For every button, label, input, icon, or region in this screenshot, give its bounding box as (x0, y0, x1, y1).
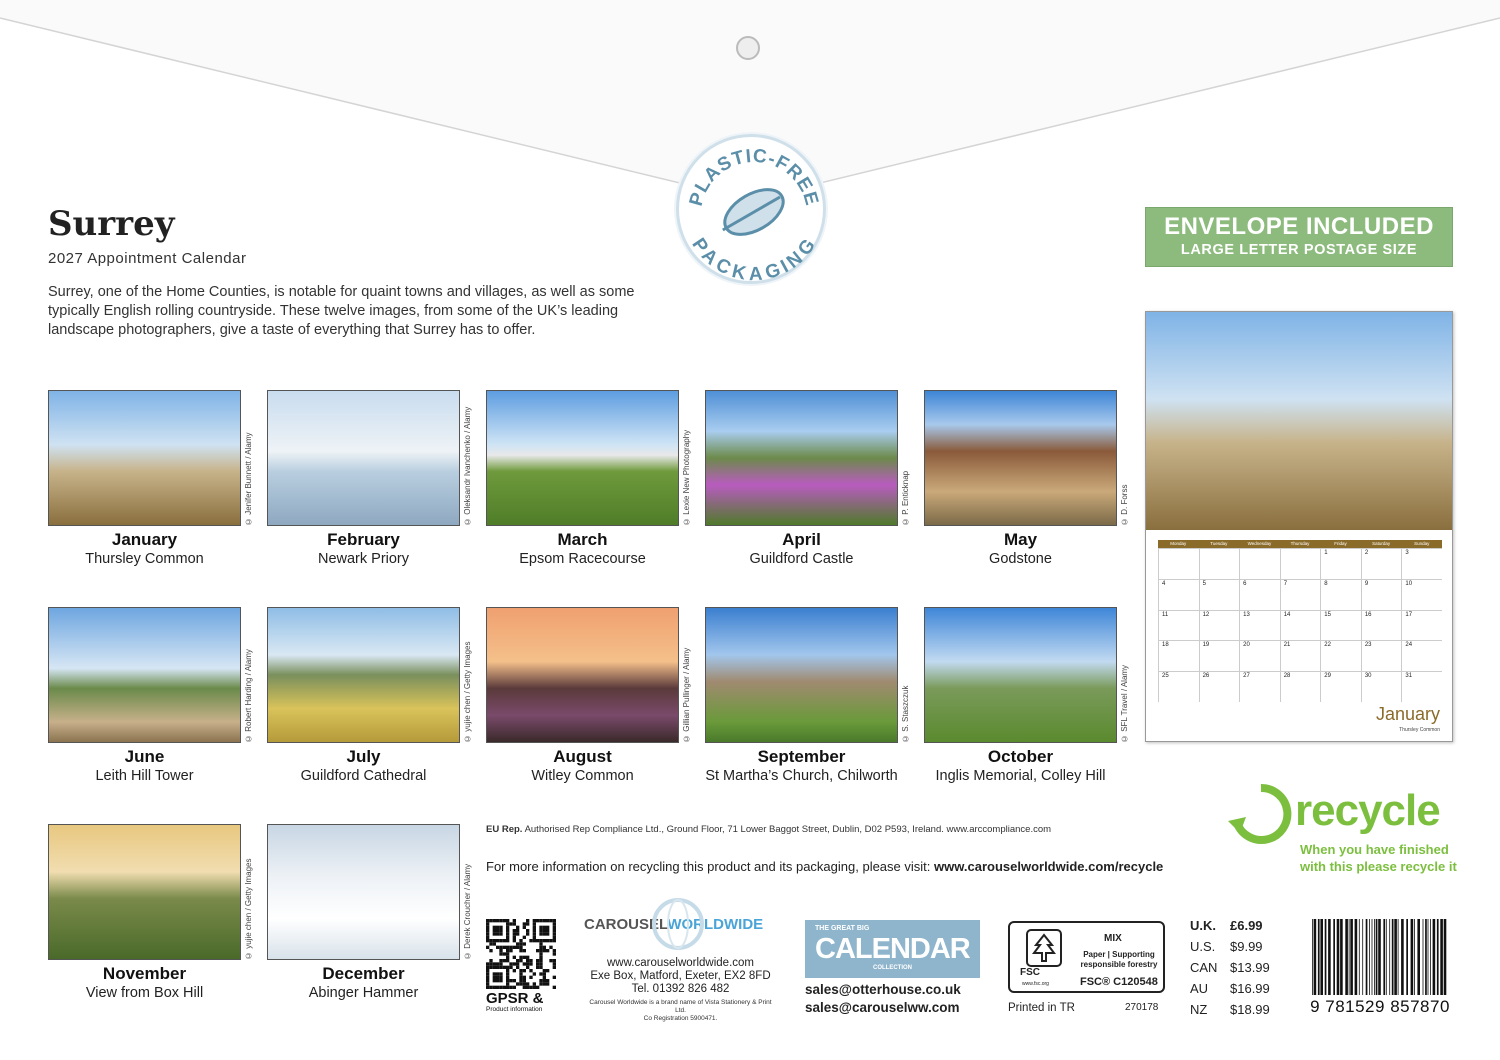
eu-rep-label: EU Rep. (486, 824, 523, 835)
month-location: Guildford Cathedral (300, 768, 427, 784)
month-location: Thursley Common (85, 551, 204, 567)
month-location: Leith Hill Tower (95, 768, 194, 784)
recycle-info (486, 859, 1163, 874)
price-row (1190, 960, 1270, 975)
calendar-day: 7 (1280, 579, 1321, 610)
month-name: December (322, 964, 405, 983)
month-location: Witley Common (531, 768, 634, 784)
month-photo (48, 824, 241, 960)
calendar-preview (1145, 311, 1453, 742)
photo-credit: © yujie chen / Getty Images (463, 641, 472, 743)
product-code: 270178 (1125, 1002, 1159, 1013)
month-photo (267, 824, 460, 960)
calendar-day (1158, 548, 1199, 579)
svg-text:PACKAGING (687, 235, 820, 286)
calendar-weekday: Saturday (1372, 541, 1391, 546)
calendar-preview-caption: Thursley Common (1399, 727, 1440, 733)
calendar-weekday: Wednesday (1247, 541, 1272, 546)
calendar-day: 24 (1401, 640, 1442, 671)
calendar-day (1199, 548, 1240, 579)
envelope-line2: LARGE LETTER POSTAGE SIZE (1180, 242, 1418, 258)
price-value: $18.99 (1230, 1002, 1270, 1017)
carousel-brand-a: CAROUSEL (584, 916, 668, 933)
calendar-weekday: Tuesday (1210, 541, 1228, 546)
photo-credit: © Robert Harding / Alamy (244, 649, 253, 743)
badge-bottom-text: PACKAGING (687, 234, 821, 286)
month-name: March (557, 530, 608, 549)
price-country: U.S. (1190, 939, 1216, 954)
month-name: November (102, 964, 187, 983)
calendar-day: 9 (1361, 579, 1402, 610)
calendar-day: 2 (1361, 548, 1402, 579)
calendar-day: 10 (1401, 579, 1442, 610)
month-name: February (327, 530, 400, 549)
sales-email-1[interactable]: sales@otterhouse.co.uk (805, 982, 961, 997)
price-country: U.K. (1190, 918, 1216, 933)
calendar-day: 21 (1280, 640, 1321, 671)
calendar-day: 14 (1280, 610, 1321, 641)
fsc-description (1076, 950, 1162, 970)
month-photo (267, 607, 460, 743)
calendar-day: 6 (1239, 579, 1280, 610)
photo-credit: © Jenifer Bunnett / Alamy (244, 432, 253, 526)
qr-code[interactable] (486, 919, 556, 989)
barcode (1310, 919, 1450, 995)
fsc-label (1008, 921, 1165, 993)
month-photo (705, 607, 898, 743)
price-value: £6.99 (1230, 918, 1263, 933)
month-photo (267, 390, 460, 526)
calendar-day: 1 (1320, 548, 1361, 579)
calendar-day: 8 (1320, 579, 1361, 610)
month-photo (924, 607, 1117, 743)
price-country: AU (1190, 981, 1209, 996)
calendar-weekday: Thursday (1290, 541, 1310, 546)
calendar-day: 19 (1199, 640, 1240, 671)
calendar-day (1280, 548, 1321, 579)
carousel-legal (584, 999, 777, 1023)
price-country: CAN (1190, 960, 1218, 975)
gpsr-title: GPSR & (486, 990, 544, 1007)
month-location: Inglis Memorial, Colley Hill (935, 768, 1106, 784)
fsc-website: www.fsc.org (1022, 981, 1049, 987)
price-row (1190, 981, 1270, 996)
plastic-free-badge (676, 134, 826, 284)
fsc-tree-icon (1026, 929, 1062, 967)
calendar-day: 16 (1361, 610, 1402, 641)
calendar-day: 18 (1158, 640, 1199, 671)
fsc-logo-text: FSC (1020, 967, 1040, 978)
month-photo (48, 390, 241, 526)
calendar-preview-month: January (1375, 704, 1440, 724)
photo-credit: © D. Forss (1120, 484, 1129, 526)
month-name: July (346, 747, 381, 766)
recycle-word: recycle (1295, 786, 1440, 835)
calendar-day: 29 (1320, 671, 1361, 702)
carousel-street: Exe Box, Matford, Exeter, EX2 8FD (590, 970, 771, 982)
calendar-weekday: Monday (1170, 541, 1187, 546)
carousel-legal1: Carousel Worldwide is a brand name of Vista Stationery & Print Ltd. (589, 999, 772, 1014)
isbn-number: 9 781529 857870 (1310, 997, 1450, 1016)
month-photo (705, 390, 898, 526)
calendar-preview-grid (1158, 540, 1442, 702)
recycle-instructions (1300, 841, 1457, 875)
calendar-day: 5 (1199, 579, 1240, 610)
calendar-day: 30 (1361, 671, 1402, 702)
carousel-address (584, 957, 777, 996)
calendar-day: 27 (1239, 671, 1280, 702)
photo-credit: © yujie chen / Getty Images (244, 858, 253, 960)
calendar-day: 17 (1401, 610, 1442, 641)
month-name: August (553, 747, 612, 766)
month-name: September (757, 747, 846, 766)
calendar-day: 20 (1239, 640, 1280, 671)
eu-rep (486, 824, 1051, 835)
fsc-mix: MIX (1104, 933, 1122, 944)
month-name: May (1003, 530, 1038, 549)
price-row (1190, 918, 1263, 933)
recycle-line2: with this please recycle it (1300, 859, 1457, 874)
month-location: View from Box Hill (85, 985, 204, 1001)
photo-credit: © P. Enticknap (901, 470, 910, 526)
month-photo (486, 390, 679, 526)
calendar-day: 15 (1320, 610, 1361, 641)
calendar-day (1239, 548, 1280, 579)
calendar-title: Surrey (48, 204, 175, 244)
calendar-day: 11 (1158, 610, 1199, 641)
calendar-day: 31 (1401, 671, 1442, 702)
leaf-icon (714, 180, 791, 245)
envelope-banner (1145, 207, 1453, 267)
month-location: St Martha’s Church, Chilworth (705, 768, 898, 784)
photo-credit: © Oleksandr Ivanchenko / Alamy (463, 406, 472, 526)
photo-credit: © Derek Croucher / Alamy (463, 863, 472, 960)
fsc-line1: Paper | Supporting (1083, 950, 1155, 959)
recycle-line1: When you have finished (1300, 842, 1449, 857)
calendar-day: 26 (1199, 671, 1240, 702)
month-photo (486, 607, 679, 743)
sales-email-2[interactable]: sales@carouselww.com (805, 1000, 960, 1015)
month-location: Newark Priory (317, 551, 410, 567)
month-photo (48, 607, 241, 743)
calendar-subtitle: 2027 Appointment Calendar (48, 250, 247, 267)
price-value: $16.99 (1230, 981, 1270, 996)
month-location: Epsom Racecourse (519, 551, 646, 567)
month-name: April (782, 530, 821, 549)
month-location: Godstone (989, 551, 1052, 567)
gpsr-subtitle: Product information (486, 1006, 543, 1013)
calendar-day: 22 (1320, 640, 1361, 671)
month-name: June (124, 747, 165, 766)
carousel-tel: Tel. 01392 826 482 (631, 983, 730, 995)
calendar-day: 13 (1239, 610, 1280, 641)
recycle-info-text: For more information on recycling this product and its packaging, please visit: (486, 859, 931, 874)
gbc-bottom: COLLECTION (873, 965, 912, 971)
month-location: Abinger Hammer (308, 985, 419, 1001)
price-value: $9.99 (1230, 939, 1263, 954)
great-big-calendar-logo (805, 920, 980, 978)
price-country: NZ (1190, 1002, 1208, 1017)
month-name: January (111, 530, 178, 549)
price-row (1190, 939, 1263, 954)
calendar-day: 12 (1199, 610, 1240, 641)
month-name: October (987, 747, 1054, 766)
carousel-website[interactable]: www.carouselworldwide.com (607, 957, 754, 969)
price-value: $13.99 (1230, 960, 1270, 975)
price-row (1190, 1002, 1270, 1017)
photo-credit: © SFL Travel / Alamy (1120, 664, 1129, 743)
recycle-info-url[interactable]: www.carouselworldwide.com/recycle (934, 859, 1164, 874)
badge-top-text: PLASTIC-FREE (685, 145, 823, 209)
fsc-line2: responsible forestry (1080, 960, 1158, 969)
carousel-brand-b: WORLDWIDE (667, 916, 764, 933)
gbc-main: CALENDAR (815, 933, 970, 965)
globe-icon (650, 896, 706, 952)
month-photo (924, 390, 1117, 526)
calendar-weekday: Sunday (1414, 541, 1430, 546)
calendar-preview-photo (1146, 312, 1452, 530)
calendar-day: 4 (1158, 579, 1199, 610)
fsc-code: FSC® C120548 (1080, 976, 1158, 988)
recycle-icon (1228, 781, 1294, 847)
photo-credit: © Gillian Pullinger / Alamy (682, 647, 691, 743)
gbc-top: THE GREAT BIG (815, 925, 870, 932)
intro-paragraph: Surrey, one of the Home Counties, is notable for quaint towns and villages, as well as some typically English rolling countryside. These twelve images, from some of the UK’s leading landscape photographers, give a taste of everything that Surrey has to offer. (48, 284, 635, 338)
eu-rep-text: Authorised Rep Compliance Ltd., Ground Floor, 71 Lower Baggot Street, Dublin, D02 P593, Ireland. www.arccompliance.com (524, 824, 1052, 835)
calendar-day: 23 (1361, 640, 1402, 671)
photo-credit: © Lexie New Photography (682, 429, 691, 526)
month-location: Guildford Castle (749, 551, 854, 567)
calendar-day: 25 (1158, 671, 1199, 702)
calendar-day: 28 (1280, 671, 1321, 702)
printed-in: Printed in TR (1008, 1002, 1075, 1014)
calendar-day: 3 (1401, 548, 1442, 579)
calendar-weekday: Friday (1334, 541, 1347, 546)
photo-credit: © S. Staszczuk (901, 685, 910, 743)
carousel-legal2: Co Registration 5900471. (643, 1015, 718, 1022)
envelope-line1: ENVELOPE INCLUDED (1164, 213, 1434, 240)
